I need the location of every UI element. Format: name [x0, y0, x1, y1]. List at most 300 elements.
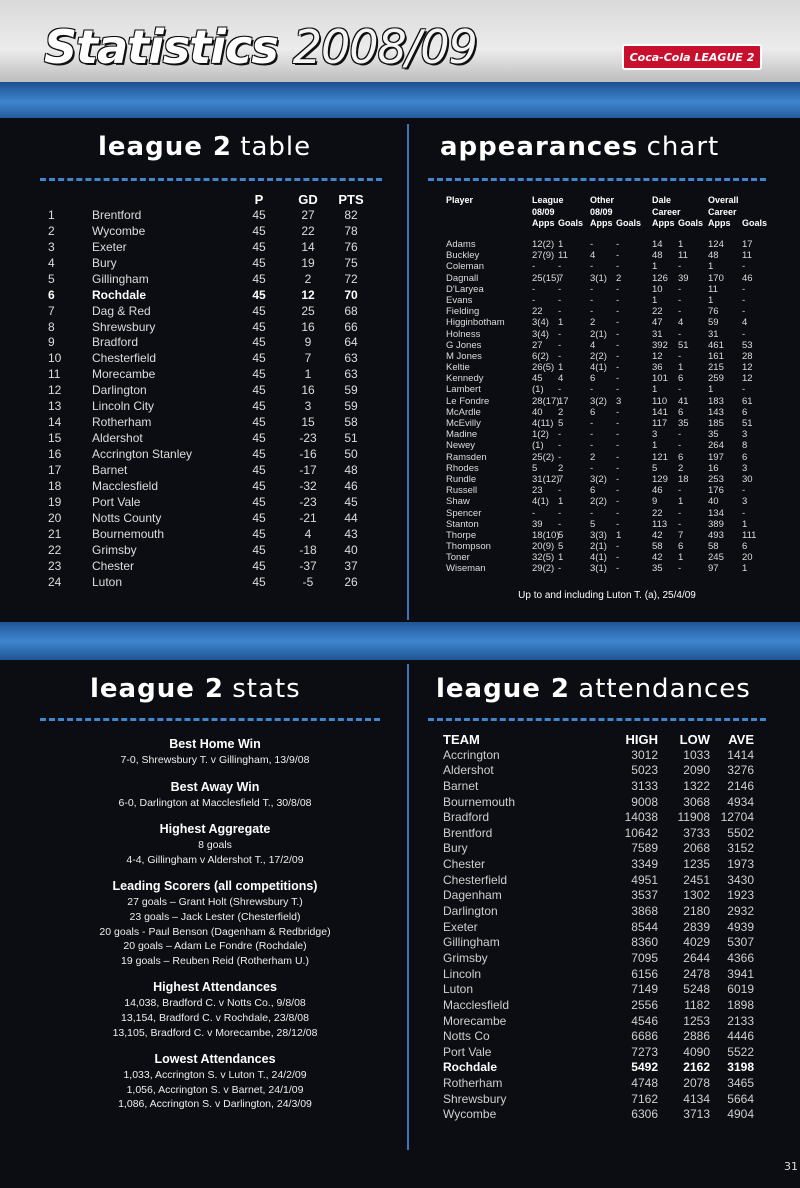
cell-la: 25(2): [532, 451, 555, 463]
cell-oa: -: [590, 239, 594, 250]
cell-oa: -: [590, 507, 594, 519]
cell-gd: 16: [301, 319, 315, 334]
cell-player: Dagnall: [446, 272, 479, 284]
cell-gd: 3: [304, 399, 312, 414]
cell-dg: 1: [678, 239, 684, 250]
cell-low: 2839: [683, 919, 710, 934]
cell-og: -: [616, 541, 620, 553]
cell-team: Rotherham: [443, 1076, 503, 1091]
cell-team: Bournemouth: [92, 526, 165, 541]
table-row: [440, 779, 770, 795]
table-row: [440, 998, 770, 1014]
cell-la: 25(15): [532, 272, 560, 284]
cell-lg: -: [558, 306, 562, 318]
cell-low: 4029: [683, 935, 710, 950]
cell-ave: 3941: [727, 966, 754, 981]
cell-oa: 3(3): [590, 529, 607, 541]
dashed-rule: [428, 178, 766, 181]
cell-la: 3(4): [532, 328, 549, 340]
cell-va: 185: [708, 418, 724, 429]
cell-la: -: [532, 294, 536, 306]
cell-gd: 19: [301, 255, 315, 270]
table-row: [440, 951, 770, 967]
cell-dg: 1: [678, 552, 684, 564]
cell-pos: 24: [48, 574, 62, 589]
col-overall: Overall Career: [708, 195, 739, 217]
cell-ave: 5307: [727, 935, 754, 950]
cell-da: 392: [652, 339, 668, 351]
cell-low: 3733: [683, 825, 710, 840]
cell-low: 2078: [683, 1076, 710, 1091]
sub-apps: Apps: [708, 218, 731, 228]
cell-da: 22: [652, 306, 663, 318]
cell-high: 4546: [631, 1013, 658, 1028]
cell-dg: -: [678, 261, 682, 273]
cell-dg: 41: [678, 395, 689, 407]
stat-line: 19 goals – Reuben Reid (Rotherham U.): [121, 954, 309, 967]
stat-line: 20 goals - Paul Benson (Dagenham & Redbridge): [99, 925, 331, 938]
cell-da: 101: [652, 373, 668, 385]
cell-high: 5023: [631, 763, 658, 778]
cell-da: 126: [652, 272, 668, 284]
cell-va: 59: [708, 317, 719, 329]
cell-pts: 40: [344, 542, 358, 557]
cell-la: 5: [532, 462, 538, 474]
cell-gd: -18: [299, 542, 317, 557]
table-row: [38, 463, 378, 479]
cell-team: Brentford: [92, 207, 142, 222]
cell-high: 9008: [631, 794, 658, 809]
cell-p: 45: [252, 399, 266, 414]
sub-goals: Goals: [678, 218, 704, 228]
cell-va: 259: [708, 373, 724, 385]
cell-p: 45: [252, 526, 266, 541]
cell-la: 4(11): [532, 418, 554, 429]
cell-team: Bradford: [92, 335, 139, 350]
cell-gd: 27: [301, 207, 315, 222]
cell-va: 31: [708, 328, 719, 340]
cell-gd: 15: [301, 415, 315, 430]
cell-da: 141: [652, 406, 668, 418]
cell-pos: 14: [48, 415, 62, 430]
cell-high: 5492: [631, 1060, 658, 1075]
table-row: [440, 317, 774, 328]
cell-la: 28(17): [532, 395, 560, 407]
cell-gd: 14: [301, 239, 315, 254]
cell-la: -: [532, 507, 536, 519]
cell-og: -: [616, 250, 620, 262]
cell-da: 1: [652, 261, 658, 273]
cell-team: Port Vale: [443, 1044, 492, 1059]
stat-line: 8 goals: [198, 839, 232, 852]
cell-dg: -: [678, 350, 682, 362]
cell-team: Macclesfield: [443, 997, 510, 1012]
cell-og: -: [616, 473, 620, 485]
stat-heading: Highest Aggregate: [159, 822, 271, 837]
stat-line: 1,086, Accrington S. v Darlington, 24/3/09: [118, 1098, 312, 1111]
cell-p: 45: [252, 558, 266, 573]
cell-va: 215: [708, 362, 724, 374]
cell-gd: 7: [304, 351, 312, 366]
cell-gd: 25: [301, 303, 315, 318]
cell-vg: -: [742, 283, 746, 295]
cell-pts: 68: [344, 303, 358, 318]
table-row: [38, 224, 378, 240]
cell-low: 2451: [683, 872, 710, 887]
cell-high: 4748: [631, 1076, 658, 1091]
cell-pos: 12: [48, 383, 62, 398]
table-row: [440, 888, 770, 904]
cell-ave: 4934: [727, 794, 754, 809]
cell-team: Barnet: [443, 778, 479, 793]
cell-low: 1253: [683, 1013, 710, 1028]
table-row: [440, 519, 774, 530]
cell-pts: 75: [344, 255, 358, 270]
cell-ave: 12704: [720, 810, 754, 825]
cell-lg: -: [558, 518, 562, 530]
table-row: [440, 351, 774, 362]
table-row: [440, 295, 774, 306]
cell-lg: -: [558, 384, 562, 396]
table-row: [38, 575, 378, 591]
cell-team: Exeter: [92, 239, 127, 254]
table-row: [38, 511, 378, 527]
cell-ave: 3276: [727, 763, 754, 778]
cell-pos: 17: [48, 462, 62, 477]
cell-oa: 3(2): [590, 395, 607, 407]
cell-dg: -: [678, 294, 682, 306]
cell-lg: -: [558, 339, 562, 351]
cell-gd: 22: [301, 223, 315, 238]
cell-da: 10: [652, 283, 663, 295]
cell-pos: 4: [48, 255, 55, 270]
cell-la: 22: [532, 306, 543, 318]
cell-lg: -: [558, 563, 562, 575]
cell-og: -: [616, 418, 620, 429]
cell-player: Coleman: [446, 261, 485, 273]
cell-vg: 1: [742, 563, 748, 575]
col-league: League 08/09: [532, 195, 564, 217]
table-row: [440, 396, 774, 407]
cell-low: 2180: [683, 904, 710, 919]
cell-og: -: [616, 339, 620, 351]
cell-vg: 46: [742, 272, 753, 284]
cell-da: 36: [652, 362, 663, 374]
cell-va: 11: [708, 283, 718, 295]
table-row: [440, 748, 770, 764]
cell-lg: -: [558, 507, 562, 519]
cell-pos: 8: [48, 319, 55, 334]
cell-team: Chester: [92, 558, 135, 573]
cell-og: -: [616, 384, 620, 396]
cell-pts: 59: [344, 383, 358, 398]
cell-va: 461: [708, 339, 724, 351]
cell-pos: 10: [48, 351, 62, 366]
table-row: [440, 340, 774, 351]
cell-pts: 78: [344, 223, 358, 238]
table-row: [440, 763, 770, 779]
cell-og: 2: [616, 272, 622, 284]
cell-lg: -: [558, 485, 562, 497]
cell-oa: -: [590, 429, 594, 441]
stat-line: 1,033, Accrington S. v Luton T., 24/2/09: [123, 1069, 307, 1082]
cell-la: 23: [532, 485, 543, 497]
cell-player: Holness: [446, 328, 481, 340]
cell-ave: 6019: [727, 982, 754, 997]
table-row: [440, 463, 774, 474]
cell-low: 1322: [683, 778, 710, 793]
cell-dg: 11: [678, 250, 688, 262]
cell-la: 27: [532, 339, 543, 351]
cell-lg: -: [558, 451, 562, 463]
cell-lg: 1: [558, 552, 564, 564]
cell-pts: 50: [344, 447, 358, 461]
cell-la: 31(12): [532, 473, 560, 485]
cell-oa: 2(2): [590, 496, 607, 508]
cell-team: Rochdale: [92, 287, 147, 302]
cell-og: -: [616, 563, 620, 575]
league-table-header: P GD PTS: [254, 192, 364, 207]
cell-oa: -: [590, 384, 594, 396]
cell-ave: 5502: [727, 825, 754, 840]
title-word: Statistics: [44, 20, 278, 74]
cell-oa: 5: [590, 518, 596, 530]
cell-ave: 5522: [727, 1044, 754, 1059]
cell-ave: 3198: [727, 1060, 754, 1075]
stat-heading: Best Home Win: [169, 737, 261, 751]
cell-pos: 1: [48, 207, 55, 222]
cell-pos: 5: [48, 271, 55, 286]
cell-ave: 1414: [727, 747, 754, 762]
cell-og: -: [616, 317, 620, 329]
page-title: [44, 20, 477, 74]
cell-high: 14038: [624, 810, 658, 825]
cell-gd: 2: [304, 271, 312, 286]
cell-low: 1182: [684, 997, 710, 1012]
cell-team: Port Vale: [92, 494, 141, 509]
cell-pos: 22: [48, 542, 62, 557]
table-row: [440, 440, 774, 451]
table-row: [440, 826, 770, 842]
cell-p: 45: [252, 207, 266, 222]
cell-pts: 26: [344, 574, 358, 589]
cell-va: 253: [708, 473, 724, 485]
cell-team: Lincoln City: [92, 399, 155, 414]
appearances-note: Up to and including Luton T. (a), 25/4/09: [518, 590, 696, 601]
cell-vg: 4: [742, 317, 748, 329]
cell-lg: -: [558, 350, 562, 362]
cell-low: 1302: [683, 888, 710, 903]
table-row: [440, 982, 770, 998]
cell-vg: 28: [742, 350, 753, 362]
cell-la: 4(1): [532, 496, 549, 508]
cell-player: M Jones: [446, 350, 482, 362]
cell-da: 42: [652, 552, 663, 564]
table-row: [440, 552, 774, 563]
cell-vg: 111: [742, 529, 757, 541]
cell-p: 45: [252, 271, 266, 286]
cell-team: Bury: [443, 841, 468, 856]
table-row: [440, 1076, 770, 1092]
cell-player: Wiseman: [446, 563, 486, 575]
cell-va: 1: [708, 384, 714, 396]
cell-player: G Jones: [446, 339, 482, 351]
cell-va: 493: [708, 529, 724, 541]
cell-dg: -: [678, 563, 682, 575]
cell-player: Evans: [446, 294, 473, 306]
cell-og: -: [616, 496, 620, 508]
cell-va: 35: [708, 429, 719, 441]
table-row: [440, 273, 774, 284]
stat-line: 7-0, Shrewsbury T. v Gillingham, 13/9/08: [120, 754, 310, 766]
cell-player: Lambert: [446, 384, 481, 396]
league-table-title: league 2 table: [98, 132, 312, 162]
cell-oa: 6: [590, 373, 596, 385]
table-row: [38, 431, 378, 447]
table-row: [38, 399, 378, 415]
sub-apps: Apps: [532, 218, 555, 228]
cell-high: 7589: [631, 841, 658, 856]
table-row: [38, 335, 378, 351]
table-row: [440, 795, 770, 811]
table-row: [440, 284, 774, 295]
cell-va: 134: [708, 507, 724, 519]
cell-pos: 20: [48, 510, 62, 525]
cell-lg: 4: [558, 373, 564, 385]
stat-line: 20 goals – Adam Le Fondre (Rochdale): [123, 940, 307, 953]
cell-high: 3012: [631, 747, 658, 762]
cell-pos: 7: [48, 303, 55, 318]
col-dale: Dale Career: [652, 195, 681, 217]
cell-la: -: [532, 261, 536, 273]
table-row: [38, 320, 378, 336]
cell-low: 2090: [683, 763, 710, 778]
table-row: [440, 508, 774, 519]
cell-team: Barnet: [92, 462, 128, 477]
cell-team: Luton: [443, 982, 474, 997]
cell-team: Grimsby: [92, 542, 137, 557]
cell-la: -: [532, 283, 536, 295]
cell-low: 4090: [683, 1044, 710, 1059]
cell-p: 45: [252, 255, 266, 270]
table-row: [38, 351, 378, 367]
cell-high: 3133: [631, 778, 658, 793]
cell-p: 45: [252, 431, 266, 446]
cell-da: 129: [652, 473, 668, 485]
cell-pts: 51: [344, 431, 358, 446]
cell-ave: 3465: [727, 1076, 754, 1091]
appearances-rows: [440, 239, 774, 575]
cell-player: Thorpe: [446, 529, 477, 541]
attendances-header: TEAM HIGH LOW AVE: [443, 732, 754, 747]
cell-lg: 1: [558, 239, 564, 250]
table-row: [440, 920, 770, 936]
stat-section: [40, 821, 390, 867]
cell-va: 76: [708, 306, 719, 318]
cell-dg: 2: [678, 462, 684, 474]
cell-la: 32(5): [532, 552, 555, 564]
cell-oa: 4(1): [590, 362, 607, 374]
cell-low: 2068: [683, 841, 710, 856]
cell-oa: -: [590, 261, 594, 273]
cell-vg: 6: [742, 451, 748, 463]
dashed-rule: [428, 718, 766, 721]
cell-team: Gillingham: [92, 271, 149, 286]
cell-team: Shrewsbury: [443, 1091, 507, 1106]
cell-gd: -32: [299, 478, 317, 493]
cell-team: Morecambe: [443, 1013, 507, 1028]
cell-player: Toner: [446, 552, 470, 564]
cell-ave: 4904: [727, 1107, 754, 1122]
table-row: [440, 563, 774, 574]
table-row: [440, 1045, 770, 1061]
cell-la: 26(5): [532, 362, 555, 374]
cell-dg: 51: [678, 339, 689, 351]
cell-la: 18(10): [532, 529, 560, 541]
stat-line: 4-4, Gillingham v Aldershot T., 17/2/09: [126, 853, 304, 866]
cell-va: 170: [708, 272, 724, 284]
cell-p: 45: [252, 239, 266, 254]
cell-da: 113: [652, 518, 668, 530]
cell-va: 161: [708, 350, 724, 362]
divider-top: [407, 124, 409, 620]
cell-gd: -17: [299, 462, 317, 477]
cell-va: 183: [708, 395, 724, 407]
cell-oa: 3(1): [590, 272, 607, 284]
table-row: [440, 1029, 770, 1045]
cell-team: Notts Co: [443, 1029, 490, 1044]
cell-high: 7095: [631, 950, 658, 965]
dashed-rule: [40, 178, 382, 181]
table-row: [38, 415, 378, 431]
cell-ave: 1973: [727, 857, 754, 872]
cell-gd: -23: [299, 431, 317, 446]
cell-va: 97: [708, 563, 719, 575]
cell-player: Newey: [446, 440, 476, 452]
table-row: [440, 306, 774, 317]
stat-section: [40, 736, 390, 768]
cell-pts: 76: [344, 239, 358, 254]
cell-pts: 45: [344, 494, 358, 509]
cell-player: Madine: [446, 429, 478, 441]
cell-high: 6686: [631, 1029, 658, 1044]
cell-og: 1: [616, 529, 622, 541]
cell-team: Aldershot: [443, 763, 494, 778]
cell-la: 29(2): [532, 563, 555, 575]
cell-low: 5248: [683, 982, 710, 997]
cell-pos: 19: [48, 494, 62, 509]
table-row: [440, 841, 770, 857]
table-row: [38, 527, 378, 543]
cell-team: Aldershot: [92, 431, 143, 446]
table-row: [38, 543, 378, 559]
cell-oa: 2: [590, 317, 596, 329]
cell-high: 8544: [631, 919, 658, 934]
cell-og: -: [616, 462, 620, 474]
stat-line: 23 goals – Jack Lester (Chesterfield): [129, 910, 301, 923]
cell-pos: 3: [48, 239, 55, 254]
cell-team: Rochdale: [443, 1060, 498, 1075]
cell-va: 176: [708, 485, 724, 497]
cell-lg: 2: [558, 406, 564, 418]
sub-goals: Goals: [558, 218, 584, 228]
cell-oa: -: [590, 294, 594, 306]
cell-p: 45: [252, 478, 266, 493]
cell-og: -: [616, 440, 620, 452]
cell-da: 1: [652, 384, 658, 396]
cell-gd: 12: [301, 287, 315, 302]
cell-pts: 43: [344, 526, 358, 541]
